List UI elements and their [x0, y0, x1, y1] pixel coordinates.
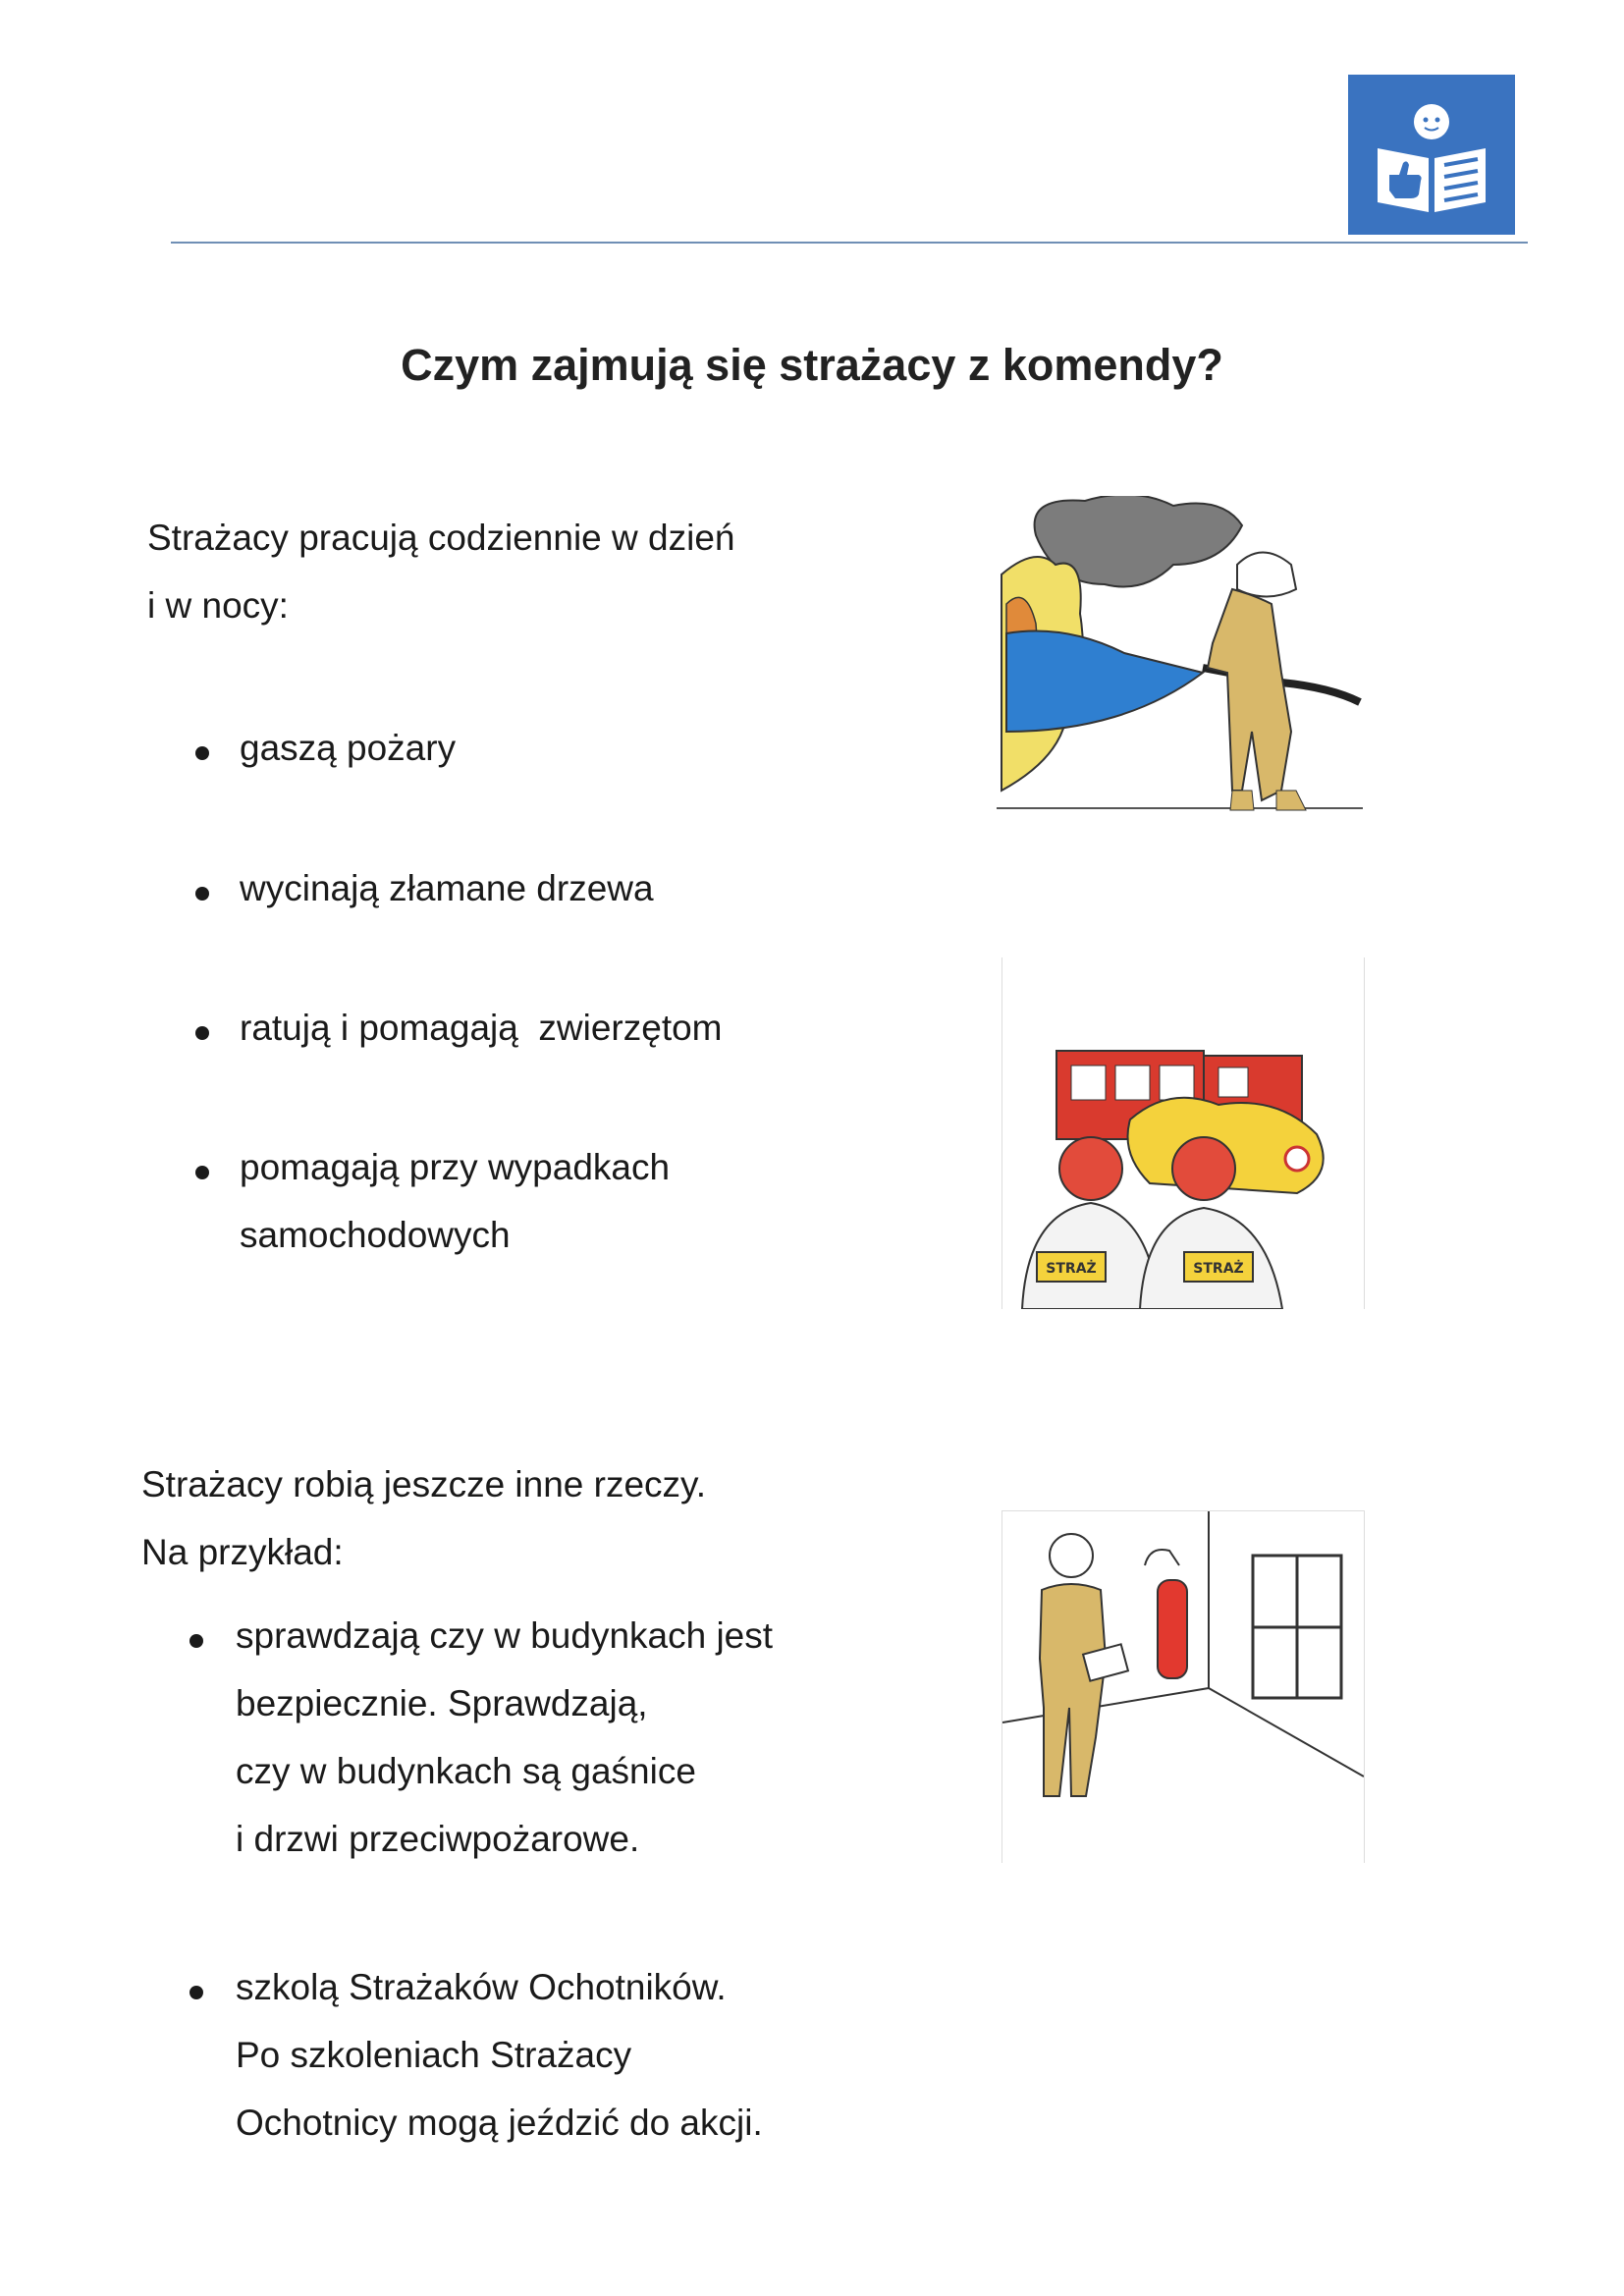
list-item: bezpiecznie. Sprawdzają, [236, 1683, 648, 1723]
intro-line: Strażacy pracują codziennie w dzień [147, 518, 735, 558]
list-item: wycinają złamane drzewa [240, 868, 654, 908]
reader-icon [1348, 75, 1515, 235]
page-title: Czym zajmują się strażacy z komendy? [401, 340, 1223, 390]
badge-label: STRAŻ [1046, 1261, 1097, 1277]
list-item: Ochotnicy mogą jeździć do akcji. [236, 2103, 763, 2143]
badge-label: STRAŻ [1193, 1261, 1244, 1277]
bullet-icon [189, 1986, 203, 1999]
list-item: Po szkoleniach Strażacy [236, 2035, 632, 2075]
intro-line: Na przykład: [141, 1532, 344, 1572]
list-item: szkolą Strażaków Ochotników. [236, 1967, 727, 2007]
list-item: gaszą pożary [240, 728, 457, 768]
bullet-icon [195, 1026, 209, 1040]
list-item: samochodowych [240, 1215, 511, 1255]
list-item: czy w budynkach są gaśnice [236, 1751, 696, 1791]
list-item: pomagają przy wypadkach [240, 1147, 671, 1187]
fire-inspection-illustration [1001, 1510, 1365, 1863]
bullet-icon [195, 746, 209, 760]
bullet-icon [195, 887, 209, 901]
easy-to-read-logo [1348, 75, 1515, 235]
list-item: i drzwi przeciwpożarowe. [236, 1819, 640, 1859]
bullet-icon [189, 1634, 203, 1648]
header-rule [171, 242, 1528, 244]
list-item: sprawdzają czy w budynkach jest [236, 1615, 774, 1656]
intro-line: i w nocy: [147, 585, 289, 626]
intro-line: Strażacy robią jeszcze inne rzeczy. [141, 1464, 707, 1504]
list-item: ratują i pomagają zwierzętom [240, 1008, 723, 1048]
bullet-icon [195, 1166, 209, 1179]
firefighter-hose-illustration [997, 496, 1363, 847]
car-accident-illustration [1001, 957, 1365, 1309]
